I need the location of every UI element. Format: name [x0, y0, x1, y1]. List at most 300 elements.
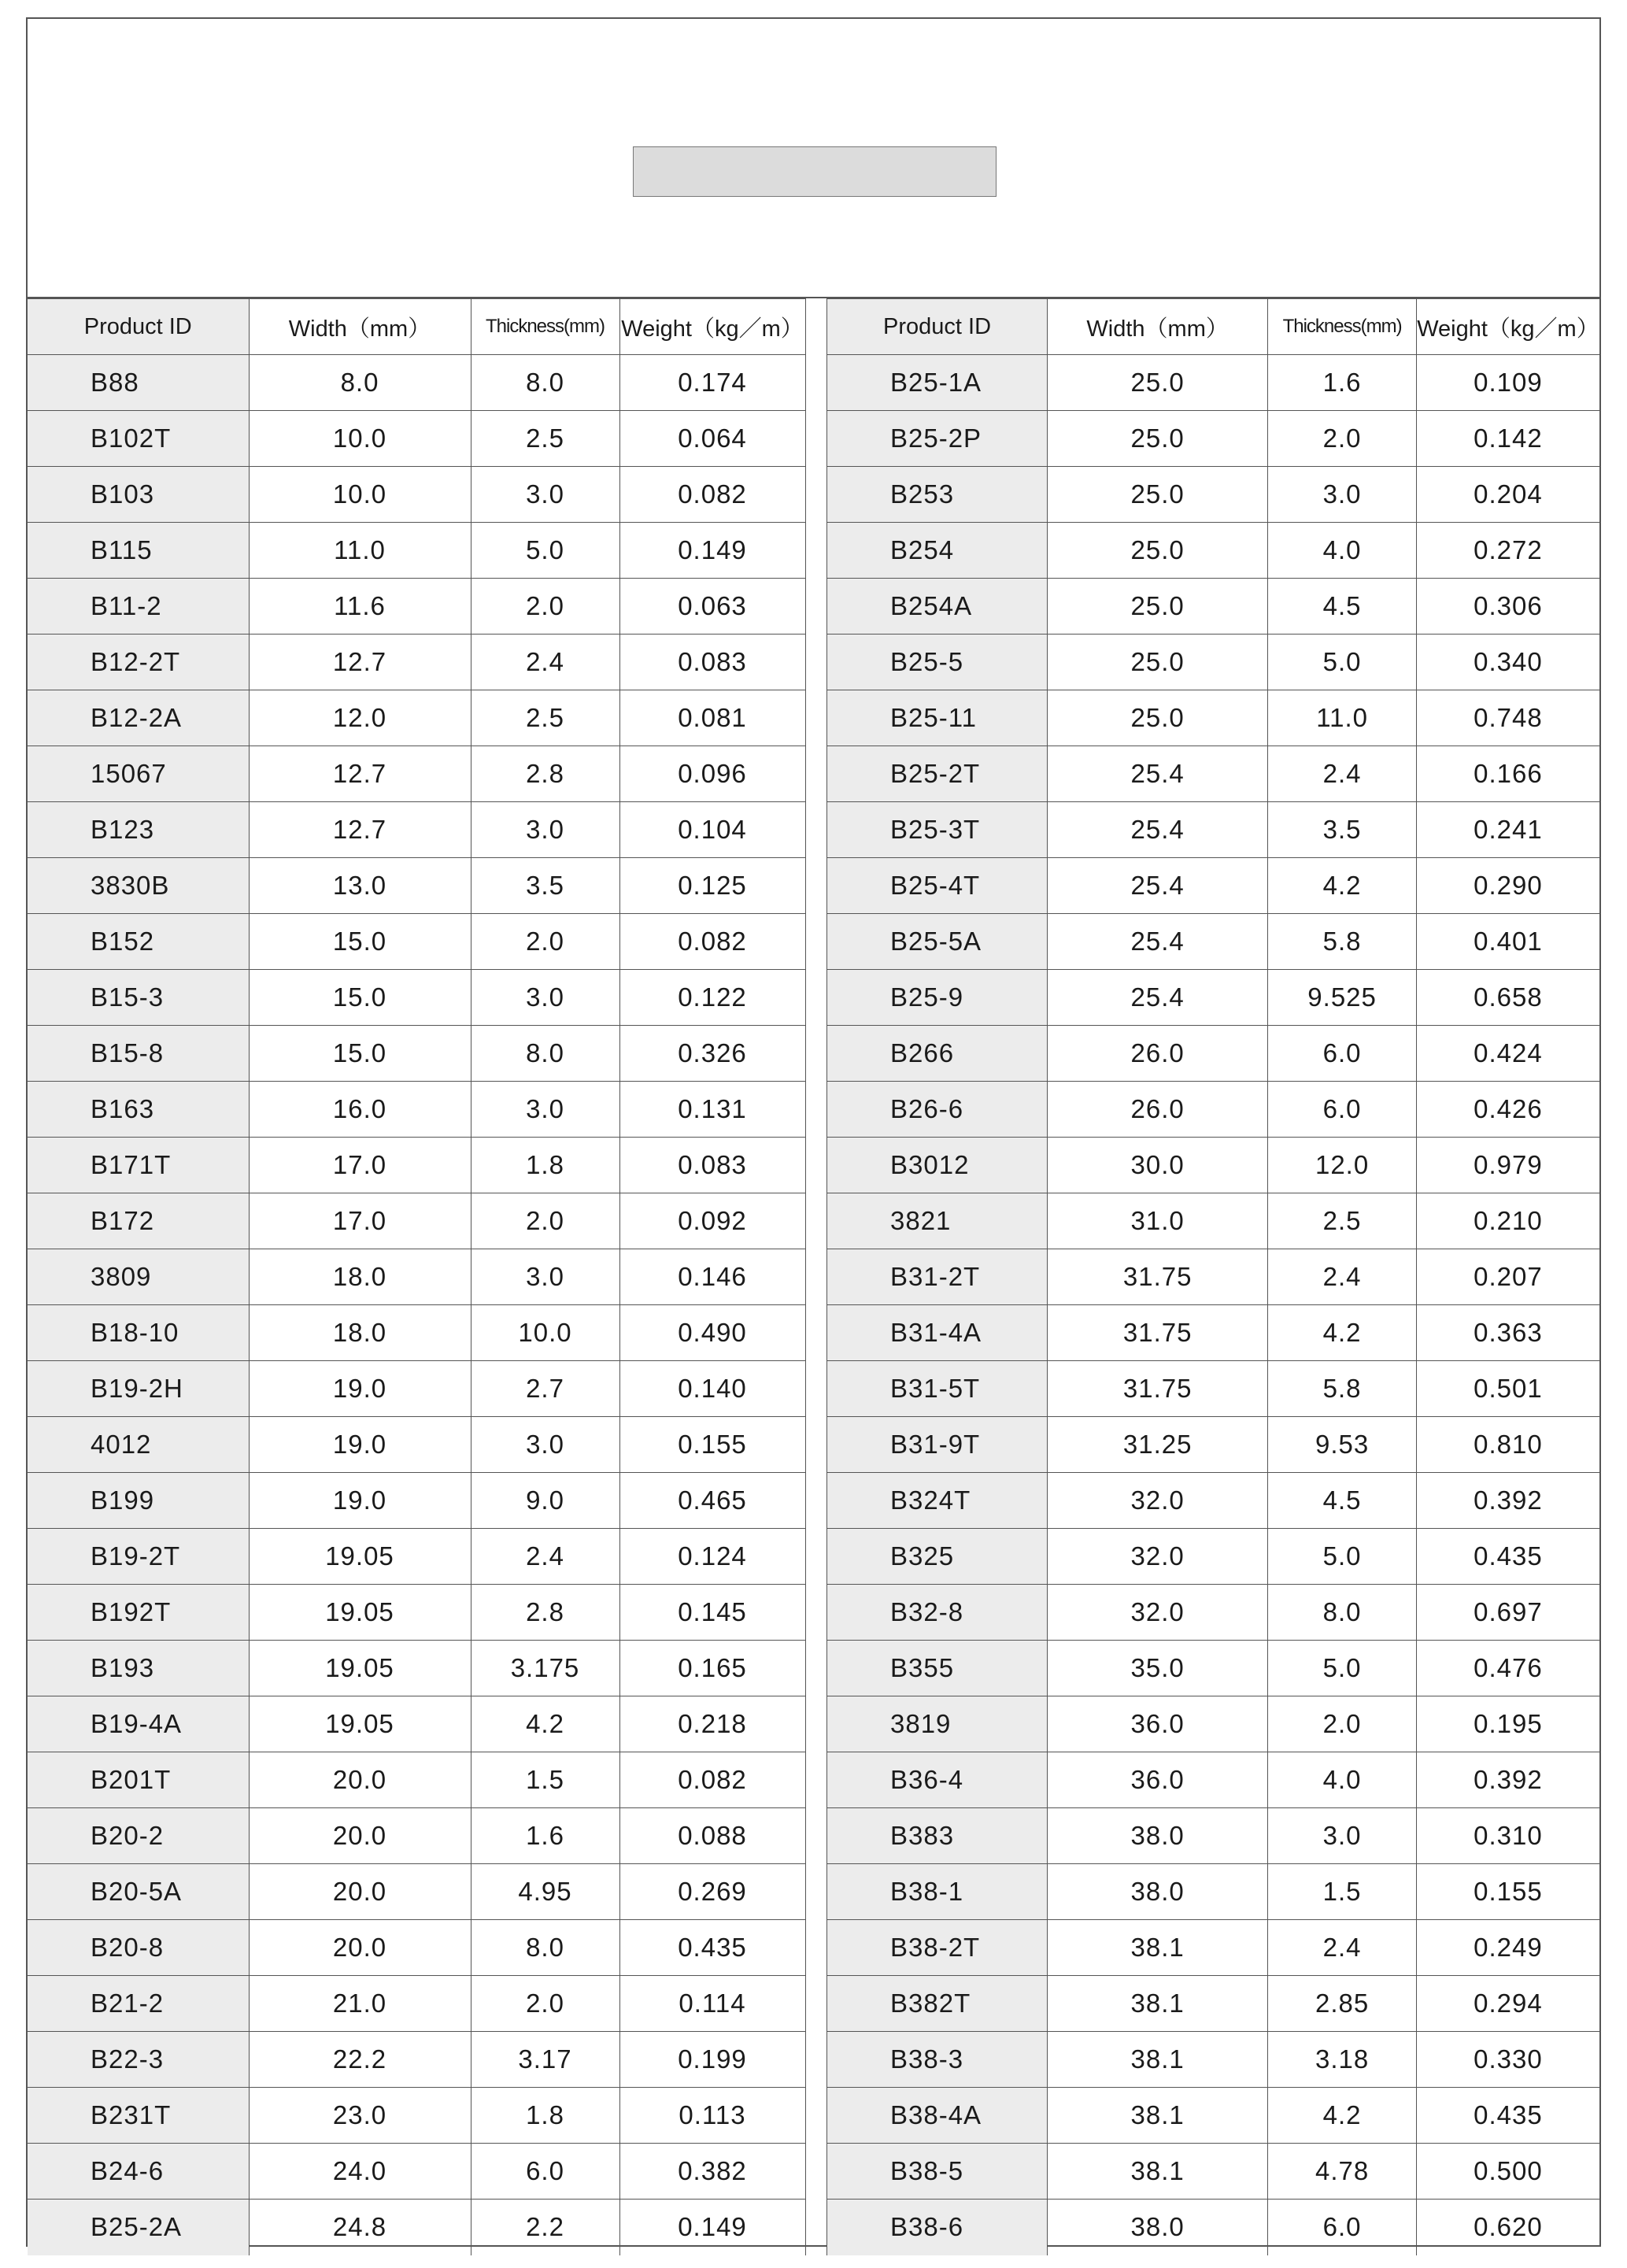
- thickness-cell: 2.0: [1268, 411, 1417, 467]
- thickness-cell: 1.5: [471, 1752, 619, 1808]
- thickness-cell: 6.0: [1268, 1082, 1417, 1138]
- width-cell: 25.0: [1048, 411, 1268, 467]
- width-cell: 38.1: [1048, 2088, 1268, 2144]
- width-cell: 19.0: [249, 1361, 471, 1417]
- product-id-cell: B21-2: [28, 1976, 249, 2032]
- table-row: [28, 467, 805, 523]
- table-row: [827, 1138, 1600, 1193]
- weight-cell: 0.658: [1416, 970, 1599, 1026]
- header-thickness: Thickness(mm): [1268, 299, 1417, 355]
- product-id-cell: B192T: [28, 1585, 249, 1641]
- table-row: [28, 1976, 805, 2032]
- table-row: [827, 1026, 1600, 1082]
- weight-cell: 0.241: [1416, 802, 1599, 858]
- table-row: [28, 635, 805, 690]
- thickness-cell: 2.5: [471, 690, 619, 746]
- width-cell: 31.25: [1048, 1417, 1268, 1473]
- product-id-cell: B324T: [827, 1473, 1048, 1529]
- width-cell: 23.0: [249, 2088, 471, 2144]
- thickness-cell: 2.0: [471, 579, 619, 635]
- thickness-cell: 2.85: [1268, 1976, 1417, 2032]
- width-cell: 11.0: [249, 523, 471, 579]
- thickness-cell: 8.0: [471, 1920, 619, 1976]
- width-cell: 19.05: [249, 1641, 471, 1696]
- weight-cell: 0.490: [619, 1305, 805, 1361]
- width-cell: 19.0: [249, 1473, 471, 1529]
- table-row: [28, 690, 805, 746]
- width-cell: 38.1: [1048, 2032, 1268, 2088]
- thickness-cell: 4.95: [471, 1864, 619, 1920]
- table-header-row: [827, 299, 1600, 355]
- width-cell: 17.0: [249, 1138, 471, 1193]
- product-id-cell: B26-6: [827, 1082, 1048, 1138]
- width-cell: 20.0: [249, 1808, 471, 1864]
- width-cell: 25.4: [1048, 746, 1268, 802]
- weight-cell: 0.218: [619, 1696, 805, 1752]
- product-id-cell: B38-3: [827, 2032, 1048, 2088]
- width-cell: 25.0: [1048, 579, 1268, 635]
- thickness-cell: 5.8: [1268, 1361, 1417, 1417]
- weight-cell: 0.125: [619, 858, 805, 914]
- header-product-id: Product ID: [28, 299, 249, 355]
- width-cell: 25.4: [1048, 970, 1268, 1026]
- table-row: [827, 579, 1600, 635]
- product-id-cell: B253: [827, 467, 1048, 523]
- weight-cell: 0.149: [619, 523, 805, 579]
- product-id-cell: 3819: [827, 1696, 1048, 1752]
- product-id-cell: B12-2A: [28, 690, 249, 746]
- thickness-cell: 6.0: [1268, 1026, 1417, 1082]
- width-cell: 24.8: [249, 2200, 471, 2255]
- thickness-cell: 4.0: [1268, 523, 1417, 579]
- product-id-cell: B38-5: [827, 2144, 1048, 2200]
- table-row: [827, 523, 1600, 579]
- weight-cell: 0.096: [619, 746, 805, 802]
- width-cell: 18.0: [249, 1249, 471, 1305]
- sheet-header-area: [28, 19, 1599, 298]
- width-cell: 12.0: [249, 690, 471, 746]
- width-cell: 20.0: [249, 1864, 471, 1920]
- thickness-cell: 3.5: [471, 858, 619, 914]
- weight-cell: 0.979: [1416, 1138, 1599, 1193]
- product-id-cell: B25-9: [827, 970, 1048, 1026]
- thickness-cell: 2.8: [471, 746, 619, 802]
- weight-cell: 0.124: [619, 1529, 805, 1585]
- table-row: [827, 1864, 1600, 1920]
- product-id-cell: B25-5: [827, 635, 1048, 690]
- weight-cell: 0.145: [619, 1585, 805, 1641]
- table-row: [827, 1696, 1600, 1752]
- thickness-cell: 3.5: [1268, 802, 1417, 858]
- product-id-cell: B25-11: [827, 690, 1048, 746]
- weight-cell: 0.310: [1416, 1808, 1599, 1864]
- weight-cell: 0.174: [619, 355, 805, 411]
- table-row: [827, 1641, 1600, 1696]
- width-cell: 12.7: [249, 746, 471, 802]
- product-id-cell: B102T: [28, 411, 249, 467]
- product-id-cell: 4012: [28, 1417, 249, 1473]
- table-row: [827, 858, 1600, 914]
- weight-cell: 0.109: [1416, 355, 1599, 411]
- width-cell: 19.05: [249, 1696, 471, 1752]
- table-row: [28, 523, 805, 579]
- thickness-cell: 2.4: [471, 635, 619, 690]
- table-row: [28, 1864, 805, 1920]
- table-row: [827, 1808, 1600, 1864]
- product-id-cell: B254A: [827, 579, 1048, 635]
- table-row: [827, 355, 1600, 411]
- weight-cell: 0.204: [1416, 467, 1599, 523]
- thickness-cell: 5.0: [1268, 1641, 1417, 1696]
- weight-cell: 0.114: [619, 1976, 805, 2032]
- thickness-cell: 3.0: [471, 1082, 619, 1138]
- product-id-cell: B25-2T: [827, 746, 1048, 802]
- width-cell: 25.0: [1048, 635, 1268, 690]
- thickness-cell: 1.8: [471, 2088, 619, 2144]
- width-cell: 17.0: [249, 1193, 471, 1249]
- table-row: [827, 1249, 1600, 1305]
- width-cell: 10.0: [249, 467, 471, 523]
- width-cell: 25.0: [1048, 690, 1268, 746]
- spec-table-right: [826, 298, 1599, 2255]
- table-row: [827, 1193, 1600, 1249]
- weight-cell: 0.500: [1416, 2144, 1599, 2200]
- thickness-cell: 3.0: [471, 970, 619, 1026]
- table-row: [28, 914, 805, 970]
- weight-cell: 0.083: [619, 635, 805, 690]
- table-row: [28, 2200, 805, 2255]
- width-cell: 25.4: [1048, 858, 1268, 914]
- weight-cell: 0.195: [1416, 1696, 1599, 1752]
- product-id-cell: B31-9T: [827, 1417, 1048, 1473]
- table-row: [28, 1138, 805, 1193]
- width-cell: 31.75: [1048, 1361, 1268, 1417]
- thickness-cell: 4.5: [1268, 1473, 1417, 1529]
- product-id-cell: B103: [28, 467, 249, 523]
- width-cell: 12.7: [249, 802, 471, 858]
- table-row: [827, 2200, 1600, 2255]
- thickness-cell: 2.0: [471, 914, 619, 970]
- table-row: [28, 1808, 805, 1864]
- table-row: [827, 1529, 1600, 1585]
- thickness-cell: 2.0: [471, 1193, 619, 1249]
- width-cell: 38.1: [1048, 1976, 1268, 2032]
- header-width: Width（mm）: [1048, 299, 1268, 355]
- width-cell: 19.05: [249, 1585, 471, 1641]
- table-row: [28, 1305, 805, 1361]
- table-row: [827, 1920, 1600, 1976]
- thickness-cell: 8.0: [471, 355, 619, 411]
- thickness-cell: 4.2: [1268, 858, 1417, 914]
- weight-cell: 0.113: [619, 2088, 805, 2144]
- table-row: [28, 1529, 805, 1585]
- width-cell: 38.1: [1048, 2144, 1268, 2200]
- thickness-cell: 4.2: [471, 1696, 619, 1752]
- weight-cell: 0.142: [1416, 411, 1599, 467]
- width-cell: 38.1: [1048, 1920, 1268, 1976]
- product-id-cell: B19-4A: [28, 1696, 249, 1752]
- weight-cell: 0.146: [619, 1249, 805, 1305]
- product-id-cell: B193: [28, 1641, 249, 1696]
- product-id-cell: B383: [827, 1808, 1048, 1864]
- width-cell: 15.0: [249, 970, 471, 1026]
- width-cell: 32.0: [1048, 1529, 1268, 1585]
- weight-cell: 0.306: [1416, 579, 1599, 635]
- weight-cell: 0.082: [619, 914, 805, 970]
- table-row: [827, 1305, 1600, 1361]
- weight-cell: 0.092: [619, 1193, 805, 1249]
- product-id-cell: B25-5A: [827, 914, 1048, 970]
- thickness-cell: 5.8: [1268, 914, 1417, 970]
- thickness-cell: 3.0: [1268, 467, 1417, 523]
- product-id-cell: B19-2H: [28, 1361, 249, 1417]
- thickness-cell: 3.0: [471, 802, 619, 858]
- table-row: [28, 1361, 805, 1417]
- weight-cell: 0.326: [619, 1026, 805, 1082]
- product-id-cell: B31-2T: [827, 1249, 1048, 1305]
- table-row: [28, 1193, 805, 1249]
- weight-cell: 0.501: [1416, 1361, 1599, 1417]
- product-id-cell: B25-2A: [28, 2200, 249, 2255]
- width-cell: 36.0: [1048, 1752, 1268, 1808]
- table-row: [28, 1752, 805, 1808]
- width-cell: 15.0: [249, 1026, 471, 1082]
- thickness-cell: 2.2: [471, 2200, 619, 2255]
- product-id-cell: B25-1A: [827, 355, 1048, 411]
- product-id-cell: B201T: [28, 1752, 249, 1808]
- width-cell: 38.0: [1048, 2200, 1268, 2255]
- width-cell: 25.0: [1048, 355, 1268, 411]
- product-id-cell: B20-5A: [28, 1864, 249, 1920]
- weight-cell: 0.290: [1416, 858, 1599, 914]
- weight-cell: 0.140: [619, 1361, 805, 1417]
- thickness-cell: 3.175: [471, 1641, 619, 1696]
- width-cell: 18.0: [249, 1305, 471, 1361]
- width-cell: 10.0: [249, 411, 471, 467]
- table-row: [28, 2032, 805, 2088]
- width-cell: 13.0: [249, 858, 471, 914]
- weight-cell: 0.149: [619, 2200, 805, 2255]
- width-cell: 24.0: [249, 2144, 471, 2200]
- product-id-cell: B172: [28, 1193, 249, 1249]
- thickness-cell: 4.5: [1268, 579, 1417, 635]
- product-id-cell: B152: [28, 914, 249, 970]
- width-cell: 25.4: [1048, 802, 1268, 858]
- table-row: [28, 2088, 805, 2144]
- product-id-cell: B12-2T: [28, 635, 249, 690]
- product-id-cell: B19-2T: [28, 1529, 249, 1585]
- weight-cell: 0.697: [1416, 1585, 1599, 1641]
- product-id-cell: B199: [28, 1473, 249, 1529]
- width-cell: 16.0: [249, 1082, 471, 1138]
- thickness-cell: 2.4: [1268, 746, 1417, 802]
- thickness-cell: 1.6: [1268, 355, 1417, 411]
- table-row: [827, 1082, 1600, 1138]
- thickness-cell: 1.5: [1268, 1864, 1417, 1920]
- thickness-cell: 9.0: [471, 1473, 619, 1529]
- thickness-cell: 1.8: [471, 1138, 619, 1193]
- width-cell: 11.6: [249, 579, 471, 635]
- product-id-cell: 15067: [28, 746, 249, 802]
- weight-cell: 0.748: [1416, 690, 1599, 746]
- weight-cell: 0.465: [619, 1473, 805, 1529]
- product-id-cell: B38-4A: [827, 2088, 1048, 2144]
- width-cell: 26.0: [1048, 1082, 1268, 1138]
- weight-cell: 0.083: [619, 1138, 805, 1193]
- thickness-cell: 3.0: [471, 1417, 619, 1473]
- title-box: [633, 146, 997, 197]
- width-cell: 25.0: [1048, 467, 1268, 523]
- table-row: [827, 2144, 1600, 2200]
- weight-cell: 0.207: [1416, 1249, 1599, 1305]
- thickness-cell: 2.7: [471, 1361, 619, 1417]
- table-row: [827, 411, 1600, 467]
- thickness-cell: 4.2: [1268, 2088, 1417, 2144]
- product-id-cell: B31-5T: [827, 1361, 1048, 1417]
- thickness-cell: 4.2: [1268, 1305, 1417, 1361]
- weight-cell: 0.426: [1416, 1082, 1599, 1138]
- thickness-cell: 3.17: [471, 2032, 619, 2088]
- thickness-cell: 2.0: [1268, 1696, 1417, 1752]
- table-row: [28, 355, 805, 411]
- table-row: [28, 802, 805, 858]
- weight-cell: 0.435: [1416, 2088, 1599, 2144]
- width-cell: 12.7: [249, 635, 471, 690]
- product-id-cell: B20-8: [28, 1920, 249, 1976]
- thickness-cell: 9.53: [1268, 1417, 1417, 1473]
- table-row: [827, 690, 1600, 746]
- product-id-cell: B254: [827, 523, 1048, 579]
- thickness-cell: 9.525: [1268, 970, 1417, 1026]
- weight-cell: 0.165: [619, 1641, 805, 1696]
- product-id-cell: B24-6: [28, 2144, 249, 2200]
- width-cell: 19.0: [249, 1417, 471, 1473]
- thickness-cell: 2.4: [1268, 1920, 1417, 1976]
- thickness-cell: 2.5: [471, 411, 619, 467]
- weight-cell: 0.269: [619, 1864, 805, 1920]
- table-row: [28, 1417, 805, 1473]
- product-id-cell: B231T: [28, 2088, 249, 2144]
- header-weight: Weight（kg／m）: [1416, 299, 1599, 355]
- product-id-cell: B38-6: [827, 2200, 1048, 2255]
- product-id-cell: B266: [827, 1026, 1048, 1082]
- width-cell: 31.0: [1048, 1193, 1268, 1249]
- spec-table-left: [28, 298, 806, 2255]
- table-row: [827, 2032, 1600, 2088]
- table-row: [827, 2088, 1600, 2144]
- table-row: [827, 1473, 1600, 1529]
- product-id-cell: B31-4A: [827, 1305, 1048, 1361]
- product-id-cell: B36-4: [827, 1752, 1048, 1808]
- weight-cell: 0.272: [1416, 523, 1599, 579]
- weight-cell: 0.166: [1416, 746, 1599, 802]
- table-row: [827, 914, 1600, 970]
- product-id-cell: B15-3: [28, 970, 249, 1026]
- table-row: [28, 1026, 805, 1082]
- width-cell: 19.05: [249, 1529, 471, 1585]
- product-id-cell: B11-2: [28, 579, 249, 635]
- table-row: [827, 1361, 1600, 1417]
- product-id-cell: B38-2T: [827, 1920, 1048, 1976]
- weight-cell: 0.088: [619, 1808, 805, 1864]
- product-id-cell: B15-8: [28, 1026, 249, 1082]
- thickness-cell: 12.0: [1268, 1138, 1417, 1193]
- width-cell: 31.75: [1048, 1249, 1268, 1305]
- weight-cell: 0.340: [1416, 635, 1599, 690]
- weight-cell: 0.363: [1416, 1305, 1599, 1361]
- weight-cell: 0.063: [619, 579, 805, 635]
- table-row: [827, 467, 1600, 523]
- width-cell: 22.2: [249, 2032, 471, 2088]
- product-id-cell: B20-2: [28, 1808, 249, 1864]
- width-cell: 21.0: [249, 1976, 471, 2032]
- thickness-cell: 2.5: [1268, 1193, 1417, 1249]
- weight-cell: 0.330: [1416, 2032, 1599, 2088]
- table-row: [28, 858, 805, 914]
- width-cell: 36.0: [1048, 1696, 1268, 1752]
- width-cell: 15.0: [249, 914, 471, 970]
- thickness-cell: 4.78: [1268, 2144, 1417, 2200]
- product-id-cell: B18-10: [28, 1305, 249, 1361]
- weight-cell: 0.131: [619, 1082, 805, 1138]
- weight-cell: 0.082: [619, 1752, 805, 1808]
- width-cell: 32.0: [1048, 1473, 1268, 1529]
- product-id-cell: B32-8: [827, 1585, 1048, 1641]
- table-row: [827, 1417, 1600, 1473]
- weight-cell: 0.810: [1416, 1417, 1599, 1473]
- thickness-cell: 11.0: [1268, 690, 1417, 746]
- thickness-cell: 3.0: [1268, 1808, 1417, 1864]
- weight-cell: 0.064: [619, 411, 805, 467]
- spec-sheet-frame: [26, 17, 1601, 2247]
- thickness-cell: 3.0: [471, 467, 619, 523]
- table-row: [28, 579, 805, 635]
- header-width: Width（mm）: [249, 299, 471, 355]
- width-cell: 38.0: [1048, 1808, 1268, 1864]
- weight-cell: 0.294: [1416, 1976, 1599, 2032]
- table-row: [28, 1696, 805, 1752]
- product-id-cell: B355: [827, 1641, 1048, 1696]
- product-id-cell: B22-3: [28, 2032, 249, 2088]
- table-row: [827, 746, 1600, 802]
- width-cell: 31.75: [1048, 1305, 1268, 1361]
- weight-cell: 0.210: [1416, 1193, 1599, 1249]
- product-id-cell: B171T: [28, 1138, 249, 1193]
- weight-cell: 0.082: [619, 467, 805, 523]
- table-row: [827, 1752, 1600, 1808]
- weight-cell: 0.620: [1416, 2200, 1599, 2255]
- thickness-cell: 3.0: [471, 1249, 619, 1305]
- thickness-cell: 4.0: [1268, 1752, 1417, 1808]
- width-cell: 25.0: [1048, 523, 1268, 579]
- product-id-cell: B38-1: [827, 1864, 1048, 1920]
- width-cell: 8.0: [249, 355, 471, 411]
- product-id-cell: B25-2P: [827, 411, 1048, 467]
- table-row: [827, 635, 1600, 690]
- table-row: [28, 1641, 805, 1696]
- thickness-cell: 2.4: [471, 1529, 619, 1585]
- product-id-cell: B382T: [827, 1976, 1048, 2032]
- weight-cell: 0.401: [1416, 914, 1599, 970]
- product-id-cell: 3809: [28, 1249, 249, 1305]
- weight-cell: 0.155: [1416, 1864, 1599, 1920]
- thickness-cell: 6.0: [471, 2144, 619, 2200]
- width-cell: 32.0: [1048, 1585, 1268, 1641]
- table-row: [827, 970, 1600, 1026]
- product-id-cell: 3830B: [28, 858, 249, 914]
- header-product-id: Product ID: [827, 299, 1048, 355]
- width-cell: 38.0: [1048, 1864, 1268, 1920]
